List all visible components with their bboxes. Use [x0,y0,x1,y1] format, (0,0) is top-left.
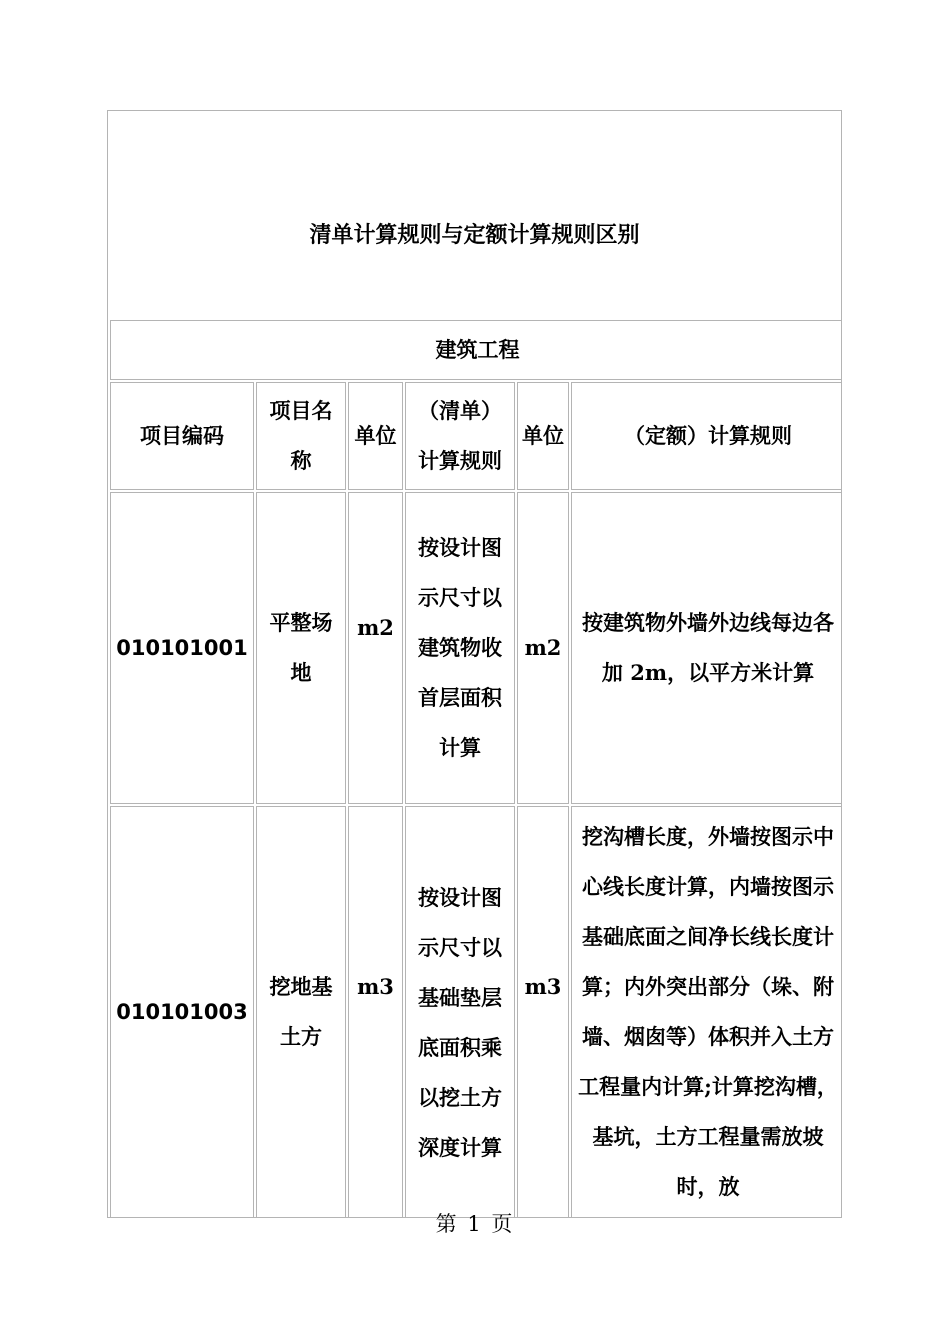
section-row [110,320,842,380]
header-name: 项目名称 [256,382,346,490]
header-row [110,382,842,490]
item-unit-bill: m2 [348,492,403,804]
header-unit-2: 单位 [517,382,569,490]
header-quota-rule: （定额）计算规则 [571,382,842,490]
item-bill-rule: 按设计图示尺寸以基础垫层底面积乘以挖土方深度计算 [405,806,515,1218]
header-unit-1: 单位 [348,382,403,490]
document-title: 清单计算规则与定额计算规则区别 [309,222,640,248]
item-quota-rule: 挖沟槽长度，外墙按图示中心线长度计算，内墙按图示基础底面之间净长线长度计算；内外突出部分（垛、附墙、烟囱等）体积并入土方工程量内计算;计算挖沟槽，基坑，土方工程量需放坡时，放 [571,806,842,1218]
table-row [110,492,842,804]
item-quota-rule: 按建筑物外墙外边线每边各加 2m，以平方米计算 [571,492,842,804]
section-heading: 建筑工程 [110,320,842,380]
item-unit-quota: m3 [517,806,569,1218]
table-row [110,806,842,1218]
page-number: 第 1 页 [435,1212,515,1236]
rules-table [108,318,842,1218]
header-bill-rule: （清单）计算规则 [405,382,515,490]
header-code: 项目编码 [110,382,254,490]
item-code: 010101001 [110,492,254,804]
item-unit-quota: m2 [517,492,569,804]
item-name: 挖地基土方 [256,806,346,1218]
item-unit-bill: m3 [348,806,403,1218]
item-bill-rule: 按设计图示尺寸以建筑物收首层面积计算 [405,492,515,804]
item-code: 010101003 [110,806,254,1218]
document-sheet [107,110,842,1218]
item-name: 平整场地 [256,492,346,804]
